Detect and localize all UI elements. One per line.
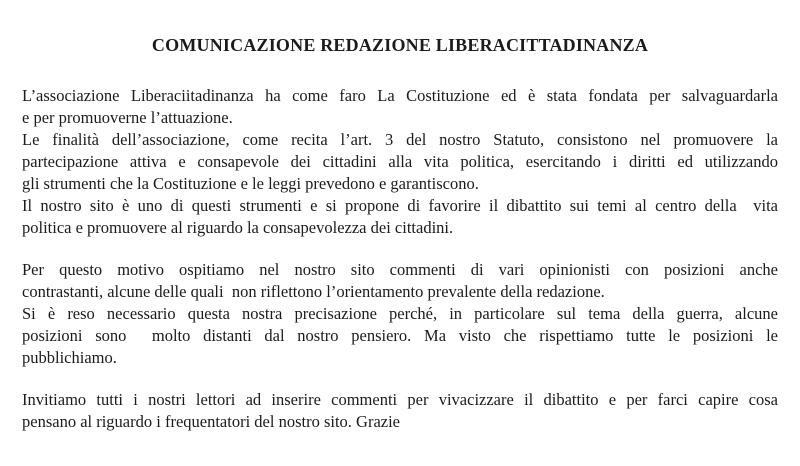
text-line: e per promuoverne l’attuazione. <box>22 108 233 127</box>
paragraph <box>22 303 778 369</box>
paragraph <box>22 129 778 195</box>
paragraph <box>22 195 778 239</box>
text-line: Per questo motivo ospitiamo nel nostro sito commenti di vari opinionisti con posizioni anche <box>22 260 778 279</box>
text-line: Invitiamo tutti i nostri lettori ad inserire commenti per vivacizzare il dibattito e per farci capire cosa <box>22 390 778 409</box>
text-line: Si è reso necessario questa nostra precisazione perché, in particolare sul tema della guerra, alcune <box>22 304 778 323</box>
text-line: posizioni sono molto distanti dal nostro pensiero. Ma visto che rispettiamo tutte le posizioni le <box>22 326 778 345</box>
text-line: pensano al riguardo i frequentatori del nostro sito. Grazie <box>22 412 401 431</box>
text-line: gli strumenti che la Costituzione e le leggi prevedono e garantiscono. <box>22 174 479 193</box>
text-line: Il nostro sito è uno di questi strumenti e si propone di favorire il dibattito sui temi al centro della vita <box>22 196 778 215</box>
paragraph <box>22 259 778 303</box>
document-title: COMUNICAZIONE REDAZIONE LIBERACITTADINANZA <box>151 35 649 55</box>
paragraph <box>22 85 778 129</box>
text-line: politica e promuovere al riguardo la consapevolezza dei cittadini. <box>22 218 454 237</box>
text-line: Le finalità dell’associazione, come recita l’art. 3 del nostro Statuto, consistono nel promuovere la <box>22 130 778 149</box>
paragraph <box>22 389 778 433</box>
text-line: partecipazione attiva e consapevole dei cittadini alla vita politica, esercitando i diritti ed utilizzando <box>22 152 778 171</box>
text-line: pubblichiamo. <box>22 348 117 367</box>
text-line: contrastanti, alcune delle quali non riflettono l’orientamento prevalente della redazione. <box>22 282 605 301</box>
text-line: L’associazione Liberaciitadinanza ha come faro La Costituzione ed è stata fondata per salvaguardarla <box>22 86 778 105</box>
